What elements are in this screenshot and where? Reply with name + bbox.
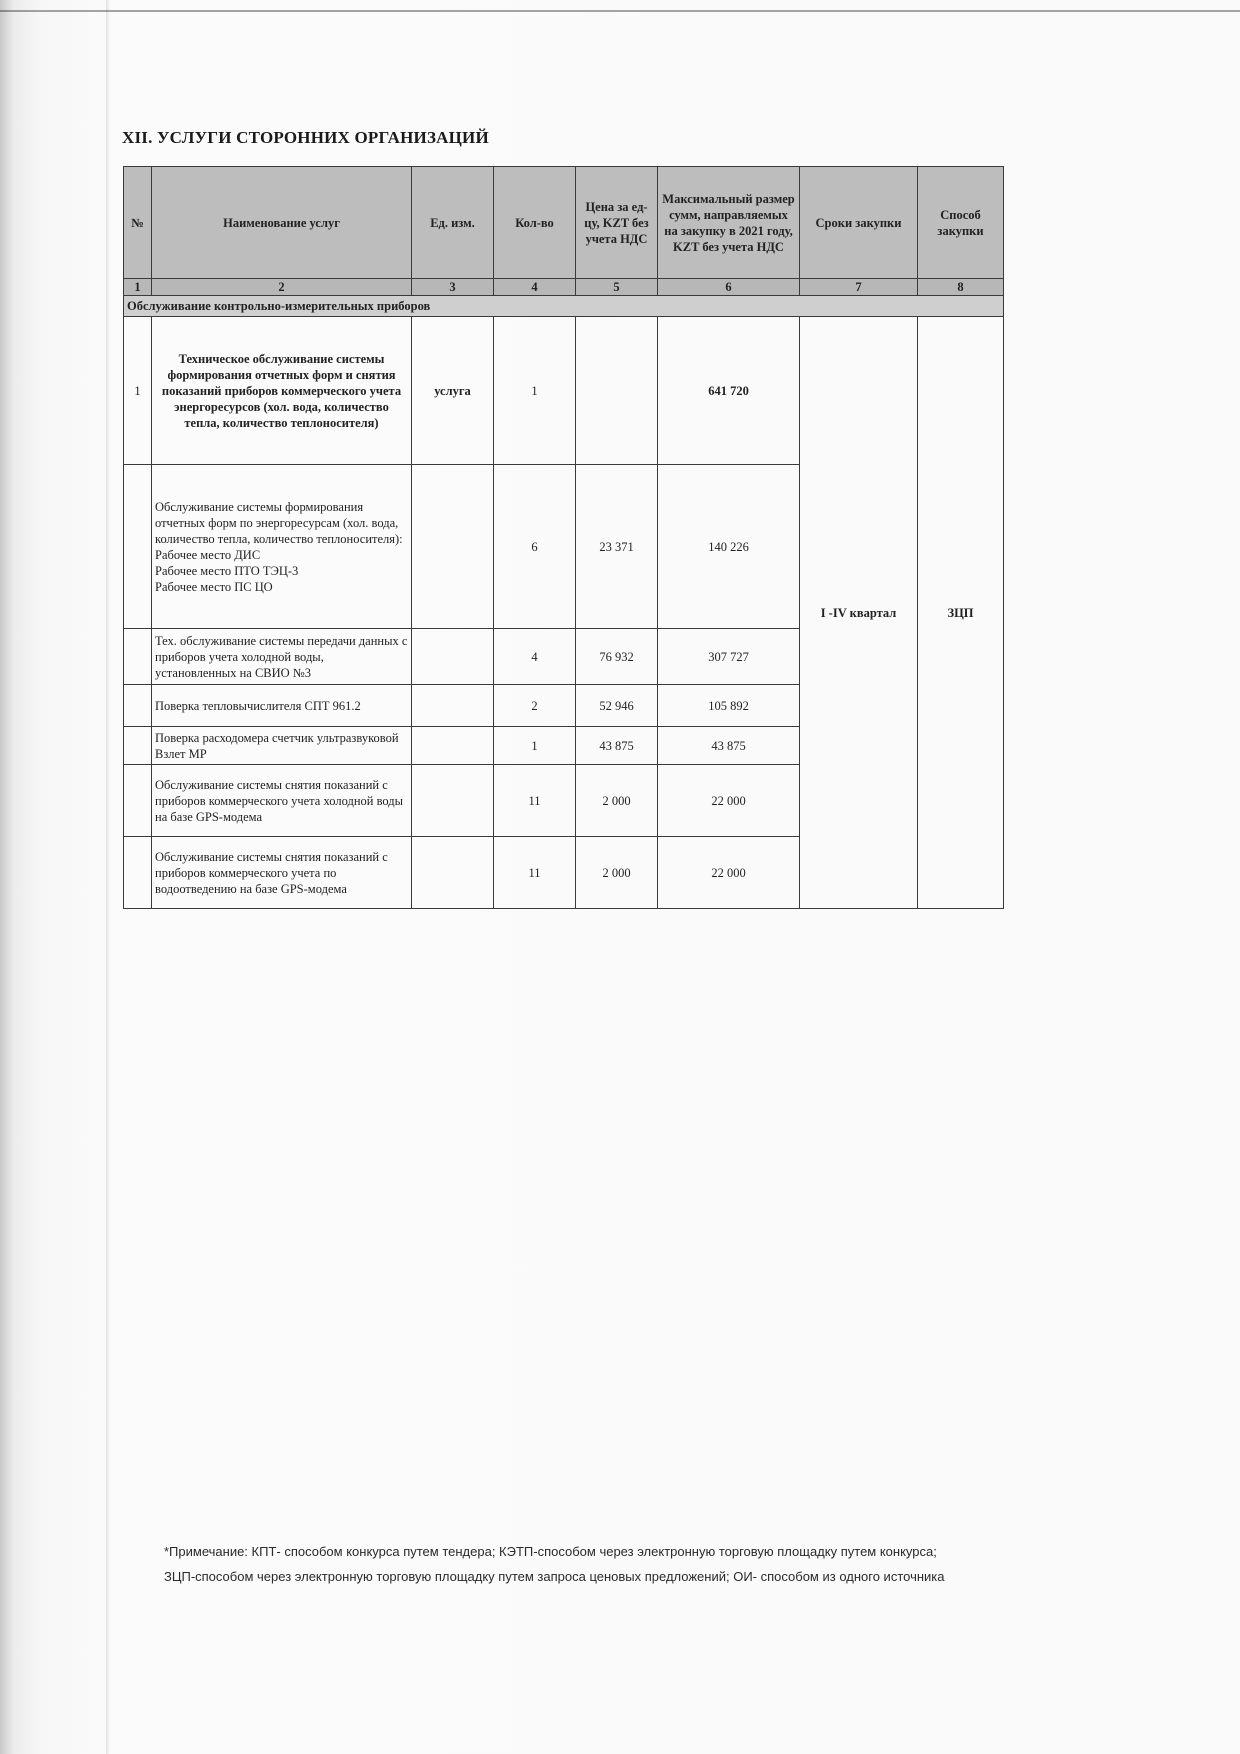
cell-name: Техническое обслуживание системы формирования отчетных форм и снятия показаний приборов коммерческого учета энергоресурсов (хол. вода, количество тепла, количество теплоносителя) (152, 317, 412, 465)
services-table (123, 166, 1004, 909)
header-qty: Кол-во (494, 167, 576, 279)
cell-price: 2 000 (576, 765, 658, 837)
cell-no (124, 727, 152, 765)
cell-unit (412, 629, 494, 685)
header-no: № (124, 167, 152, 279)
cell-qty: 6 (494, 465, 576, 629)
binding-fold (106, 0, 109, 1754)
cell-price: 76 932 (576, 629, 658, 685)
footnote: *Примечание: КПТ- способом конкурса путем тендера; КЭТП-способом через электронную торговую площадку путем конкурса; ЗЦП-способом через электронную торговую площадку путем запроса ценовых предложений; ОИ- способом из одного источника (164, 1544, 945, 1584)
header-terms: Сроки закупки (800, 167, 918, 279)
cell-qty: 2 (494, 685, 576, 727)
cell-sum: 105 892 (658, 685, 800, 727)
column-number: 1 (124, 279, 152, 296)
cell-name: Обслуживание системы снятия показаний с приборов коммерческого учета холодной воды на базе GPS-модема (152, 765, 412, 837)
column-number: 4 (494, 279, 576, 296)
cell-qty: 11 (494, 765, 576, 837)
cell-qty: 1 (494, 317, 576, 465)
cell-terms-merged: I -IV квартал (800, 317, 918, 909)
cell-unit (412, 727, 494, 765)
column-number: 3 (412, 279, 494, 296)
header-method: Способ закупки (918, 167, 1004, 279)
cell-sum: 22 000 (658, 837, 800, 909)
table-row (124, 317, 1004, 465)
cell-qty: 11 (494, 837, 576, 909)
cell-no (124, 837, 152, 909)
cell-no: 1 (124, 317, 152, 465)
cell-name: Поверка тепловычислителя СПТ 961.2 (152, 685, 412, 727)
cell-no (124, 685, 152, 727)
cell-no (124, 765, 152, 837)
column-number-row (124, 279, 1004, 296)
cell-name: Тех. обслуживание системы передачи данных с приборов учета холодной воды, установленных на СВИО №3 (152, 629, 412, 685)
scan-top-edge (0, 10, 1240, 12)
cell-qty: 1 (494, 727, 576, 765)
cell-no (124, 629, 152, 685)
cell-qty: 4 (494, 629, 576, 685)
column-number: 8 (918, 279, 1004, 296)
cell-method-merged: ЗЦП (918, 317, 1004, 909)
cell-no (124, 465, 152, 629)
header-row (124, 167, 1004, 279)
header-name: Наименование услуг (152, 167, 412, 279)
header-price: Цена за ед-цу, KZT без учета НДС (576, 167, 658, 279)
cell-unit (412, 837, 494, 909)
cell-price: 43 875 (576, 727, 658, 765)
cell-sum: 22 000 (658, 765, 800, 837)
group-title: Обслуживание контрольно-измерительных приборов (124, 296, 1004, 317)
cell-sum: 641 720 (658, 317, 800, 465)
header-max-sum: Максимальный размер сумм, направляемых на закупку в 2021 году, KZT без учета НДС (658, 167, 800, 279)
cell-price: 2 000 (576, 837, 658, 909)
column-number: 5 (576, 279, 658, 296)
column-number: 7 (800, 279, 918, 296)
cell-sum: 43 875 (658, 727, 800, 765)
cell-unit: услуга (412, 317, 494, 465)
header-unit: Ед. изм. (412, 167, 494, 279)
cell-price (576, 317, 658, 465)
cell-sum: 307 727 (658, 629, 800, 685)
cell-name: Поверка расходомера счетчик ультразвуковой Взлет МР (152, 727, 412, 765)
group-row (124, 296, 1004, 317)
column-number: 6 (658, 279, 800, 296)
cell-name: Обслуживание системы формирования отчетных форм по энергоресурсам (хол. вода, количество тепла, количество теплоносителя): Рабочее место ДИС Рабочее место ПТО ТЭЦ-3 Рабочее место ПС ЦО (152, 465, 412, 629)
cell-unit (412, 685, 494, 727)
cell-price: 23 371 (576, 465, 658, 629)
cell-unit (412, 465, 494, 629)
cell-name: Обслуживание системы снятия показаний с приборов коммерческого учета по водоотведению на базе GPS-модема (152, 837, 412, 909)
cell-sum: 140 226 (658, 465, 800, 629)
column-number: 2 (152, 279, 412, 296)
cell-unit (412, 765, 494, 837)
section-title: XII. УСЛУГИ СТОРОННИХ ОРГАНИЗАЦИЙ (122, 128, 489, 147)
cell-price: 52 946 (576, 685, 658, 727)
